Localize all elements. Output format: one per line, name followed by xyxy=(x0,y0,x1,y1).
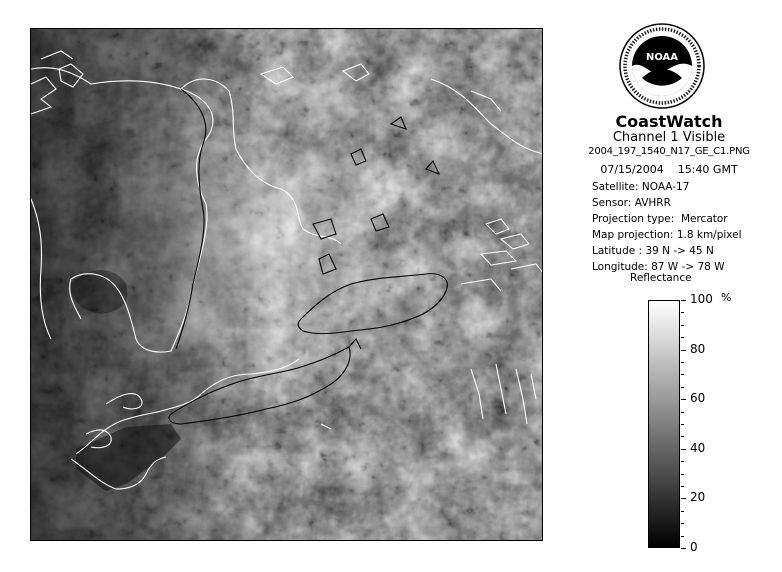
colorbar-minor-tick xyxy=(681,325,684,326)
colorbar-minor-tick xyxy=(681,312,684,313)
reflectance-colorbar xyxy=(648,300,680,548)
acquisition-time: 15:40 GMT xyxy=(677,163,738,176)
colorbar-tick xyxy=(681,399,686,400)
colorbar-tick-label: 0 xyxy=(690,540,698,554)
meta-satellite: Satellite: NOAA-17 xyxy=(592,181,690,193)
satellite-image xyxy=(30,28,543,541)
colorbar-minor-tick xyxy=(681,523,684,524)
colorbar-minor-tick xyxy=(681,474,684,475)
colorbar-tick-label: 40 xyxy=(690,441,706,455)
colorbar-tick xyxy=(681,548,686,549)
meta-map-projection: Map projection: 1.8 km/pixel xyxy=(592,229,742,241)
colorbar-unit: % xyxy=(721,291,732,304)
colorbar-minor-tick xyxy=(681,536,684,537)
colorbar-minor-tick xyxy=(681,412,684,413)
colorbar-tick-label: 20 xyxy=(690,490,706,504)
colorbar-tick-label: 80 xyxy=(690,342,706,356)
logo-text: NOAA xyxy=(645,52,679,63)
colorbar-minor-tick xyxy=(681,511,684,512)
colorbar-minor-tick xyxy=(681,374,684,375)
colorbar-tick xyxy=(681,449,686,450)
meta-longitude: Longitude: 87 W -> 78 W xyxy=(592,261,725,273)
colorbar-minor-tick xyxy=(681,461,684,462)
meta-projection-type: Projection type: Mercator xyxy=(592,213,728,225)
colorbar-minor-tick xyxy=(681,337,684,338)
satellite-imagery xyxy=(31,29,543,541)
product-title: CoastWatch xyxy=(615,112,723,131)
colorbar-minor-tick xyxy=(681,362,684,363)
noaa-logo xyxy=(618,22,706,110)
colorbar-tick xyxy=(681,350,686,351)
colorbar-minor-tick xyxy=(681,424,684,425)
colorbar-tick-label: 100 xyxy=(690,292,713,306)
channel-label: Channel 1 Visible xyxy=(612,130,726,145)
colorbar-tick-label: 60 xyxy=(690,391,706,405)
acquisition-date: 07/15/2004 xyxy=(600,163,664,176)
colorbar-tick xyxy=(681,300,686,301)
file-name: 2004_197_1540_N17_GE_C1.PNG xyxy=(588,146,750,157)
colorbar-minor-tick xyxy=(681,436,684,437)
meta-latitude: Latitude : 39 N -> 45 N xyxy=(592,245,714,257)
meta-sensor: Sensor: AVHRR xyxy=(592,197,671,209)
acquisition-datetime xyxy=(569,163,769,176)
colorbar-minor-tick xyxy=(681,387,684,388)
colorbar-title: Reflectance xyxy=(630,272,692,284)
colorbar-minor-tick xyxy=(681,486,684,487)
colorbar-tick xyxy=(681,498,686,499)
